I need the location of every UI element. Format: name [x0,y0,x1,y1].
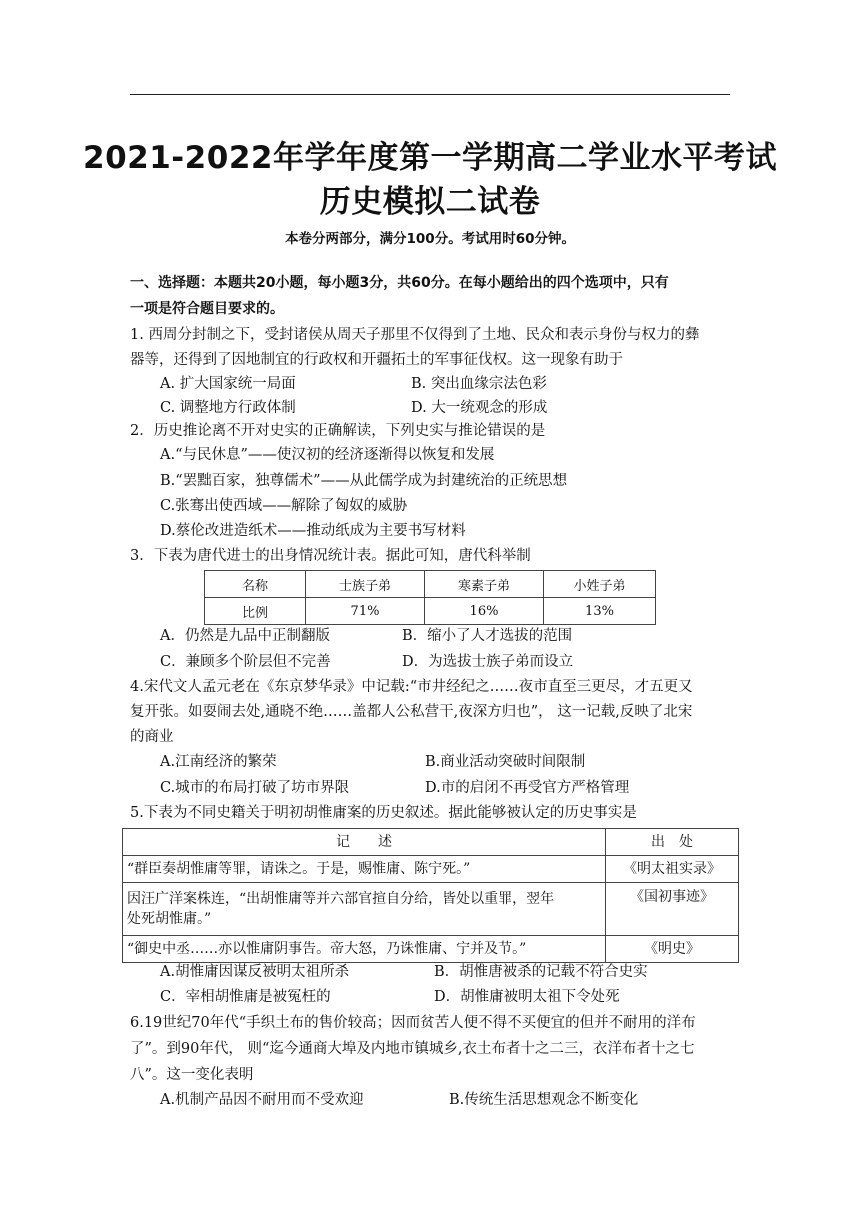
question-2-stem: 2．历史推论离不开对史实的正确解读，下列史实与推论错误的是 [130,423,546,439]
exam-title: 2021-2022年学年度第一学期高二学业水平考试 [83,140,777,176]
question-4-option-c: C.城市的布局打破了坊市界限 [160,780,350,796]
section-heading-cont: 一项是符合题目要求的。 [130,301,284,317]
table-header-row [205,571,656,598]
table-header-row [123,829,739,856]
question-3-option-c: C．兼顾多个阶层但不完善 [160,654,331,670]
table-cell: 16% [425,598,544,625]
question-2-option-d: D.蔡伦改进造纸术——推动纸成为主要书写材料 [160,523,466,539]
table-cell-line: 因汪广洋案株连，“出胡惟庸等并六部官揎自分给，皆处以重罪，翌年 [127,891,555,907]
table-row [205,598,656,625]
table-cell: 寒素子弟 [425,571,544,598]
question-6-stem-cont: 了”。到90年代， 则“迄今通商大埠及内地市镇城乡,衣土布者十之二三，衣洋布者十之七 [130,1041,695,1057]
table-cell [123,883,606,936]
table-cell: 《国初事迹》 [606,883,739,936]
question-2-option-b: B.“罢黜百家，独尊儒术”——从此儒学成为封建统治的正统思想 [160,473,568,489]
question-4-option-d: D.市的启闭不再受官方严格管理 [425,780,630,796]
table-row [123,856,739,883]
table-row [123,883,739,936]
question-5-option-c: C．宰相胡惟庸是被冤枉的 [160,989,331,1005]
table-cell: 士族子弟 [306,571,425,598]
table-cell: 小姓子弟 [544,571,656,598]
question-1-option-d: D. 大一统观念的形成 [411,400,548,416]
table-cell: “群臣奏胡惟庸等罪，请诛之。于是，赐惟庸、陈宁死。” [123,856,606,883]
table-cell: 《明史》 [606,936,739,963]
question-1-stem: 1. 西周分封制之下，受封诸侯从周天子那里不仅得到了土地、民众和表示身份与权力的彝 [130,327,700,343]
table-row [123,936,739,963]
table-cell: 71% [306,598,425,625]
section-heading: 一、选择题：本题共20小题，每小题3分，共60分。在每小题给出的四个选项中，只有 [130,275,669,291]
question-4-option-a: A.江南经济的繁荣 [160,754,277,770]
question-5-option-b: B．胡惟唐被杀的记载不符合史实 [434,964,648,980]
table-cell: 名称 [205,571,306,598]
question-4-stem-cont2: 的商业 [130,729,174,745]
question-4-option-b: B.商业活动突破时间限制 [425,754,586,770]
question-3-table [204,570,656,625]
question-5-table [122,828,739,963]
header-rule [130,94,730,95]
question-1-stem-cont: 器等，还得到了因地制宜的行政权和开疆拓土的军事征伐权。这一现象有助于 [130,352,623,368]
question-6-option-b: B.传统生活思想观念不断变化 [449,1092,639,1108]
question-5-stem: 5.下表为不同史籍关于明初胡惟庸案的历史叙述。据此能够被认定的历史事实是 [130,805,637,821]
question-6-stem-cont2: 八”。这一变化表明 [130,1067,254,1083]
question-4-stem: 4.宋代文人孟元老在《东京梦华录》中记载:“市井经纪之……夜市直至三更尽，才五更又 [130,679,693,695]
question-1-option-a: A. 扩大国家统一局面 [160,376,296,392]
question-3-option-a: A．仍然是九品中正制翻版 [160,628,330,644]
question-1-option-c: C. 调整地方行政体制 [160,400,296,416]
question-3-stem: 3．下表为唐代进士的出身情况统计表。据此可知，唐代科举制 [130,548,531,564]
table-cell: 比例 [205,598,306,625]
question-4-stem-cont: 复开张。如耍闹去处,通晓不绝……盖都人公私营干,夜深方归也”， 这一记载,反映了北宋 [130,704,693,720]
table-cell: 出 处 [606,829,739,856]
table-cell: 13% [544,598,656,625]
exam-instructions: 本卷分两部分，满分100分。考试用时60分钟。 [285,231,575,247]
table-cell: “御史中丞……亦以惟庸阴事告。帝大怒，乃诛惟庸、宁并及节。” [123,936,606,963]
question-2-option-c: C.张骞出使西域——解除了匈奴的威胁 [160,498,408,514]
table-cell-line: 处死胡惟庸。” [127,911,212,927]
question-6-stem: 6.19世纪70年代“手织土布的售价较高；因而贫苦人便不得不买便宜的但并不耐用的洋布 [130,1015,696,1031]
table-cell: 《明太祖实录》 [606,856,739,883]
exam-subject-title: 历史模拟二试卷 [319,184,541,220]
question-2-option-a: A.“与民休息”——使汉初的经济逐渐得以恢复和发展 [160,447,495,463]
question-3-option-b: B．缩小了人才选拔的范围 [402,628,573,644]
table-cell: 记 述 [123,829,606,856]
question-1-option-b: B. 突出血缘宗法色彩 [411,376,547,392]
question-6-option-a: A.机制产品因不耐用而不受欢迎 [160,1092,364,1108]
question-3-option-d: D．为选拔士族子弟而设立 [402,654,574,670]
question-5-option-a: A.胡惟庸因谋反被明太祖所杀 [160,964,350,980]
question-5-option-d: D．胡惟庸被明太祖下令处死 [434,989,620,1005]
